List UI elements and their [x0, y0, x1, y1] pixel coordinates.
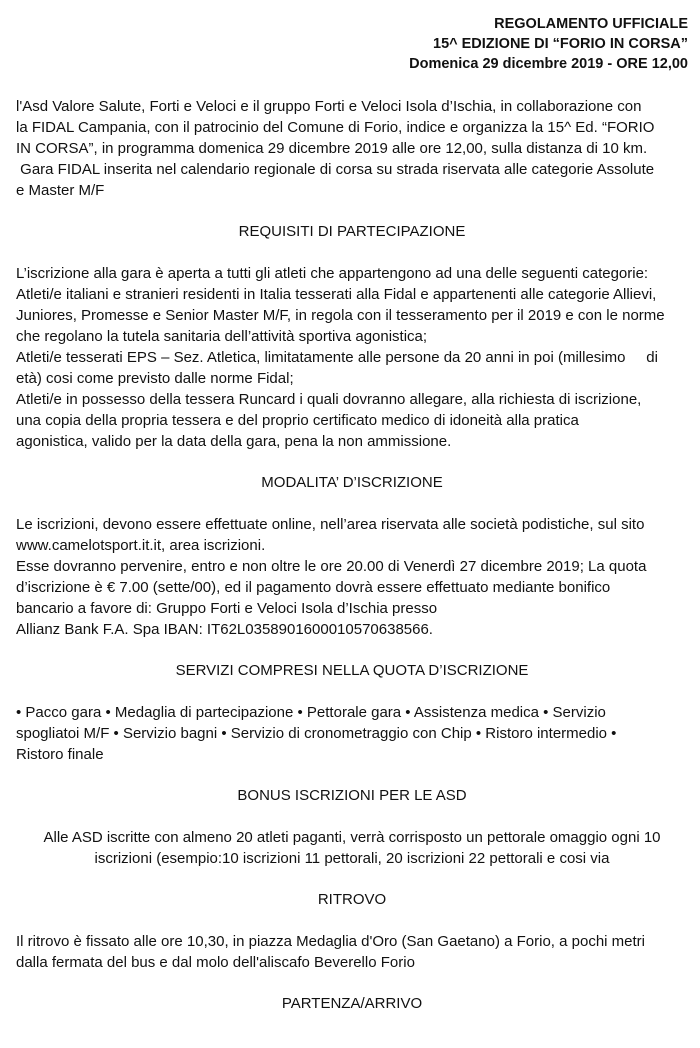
ritrovo-paragraph: [16, 931, 688, 973]
text-line: e Master M/F: [16, 182, 105, 199]
section-title-servizi: SERVIZI COMPRESI NELLA QUOTA D’ISCRIZIONE: [175, 662, 529, 679]
text-line: L’iscrizione alla gara è aperta a tutti gli atleti che appartengono ad una delle seguenti categorie:: [16, 265, 649, 282]
section-title-modalita: MODALITA’ D’ISCRIZIONE: [261, 474, 443, 491]
header-date: Domenica 29 dicembre 2019 - ORE 12,00: [409, 56, 688, 72]
text-line: Ristoro finale: [16, 746, 104, 763]
section-title-ritrovo: RITROVO: [317, 891, 387, 908]
text-line: agonistica, valido per la data della gara, pena la non ammissione.: [16, 433, 452, 450]
text-line: d’iscrizione è € 7.00 (sette/00), ed il pagamento dovrà essere effettuato mediante bonifico: [16, 579, 611, 596]
document-page: [16, 14, 688, 1035]
document-header: [16, 14, 688, 74]
text-line: la FIDAL Campania, con il patrocinio del Comune di Forio, indice e organizza la 15^ Ed. “FORIO: [16, 119, 655, 136]
bonus-paragraph: [16, 827, 688, 869]
text-line: IN CORSA”, in programma domenica 29 dicembre 2019 alle ore 12,00, sulla distanza di 10 km.: [16, 140, 648, 157]
requisiti-paragraph: [16, 263, 688, 452]
text-line: l'Asd Valore Salute, Forti e Veloci e il gruppo Forti e Veloci Isola d’Ischia, in collaborazione con: [16, 98, 642, 115]
text-line: iscrizioni (esempio:10 iscrizioni 11 pettorali, 20 iscrizioni 22 pettorali e cosi via: [94, 850, 610, 867]
text-line: una copia della propria tessera e del proprio certificato medico di idoneità alla pratica: [16, 412, 579, 429]
text-line: Il ritrovo è fissato alle ore 10,30, in piazza Medaglia d'Oro (San Gaetano) a Forio, a pochi metri: [16, 933, 646, 950]
text-line: Gara FIDAL inserita nel calendario regionale di corsa su strada riservata alle categorie Assolute: [16, 161, 655, 178]
text-line: • Pacco gara • Medaglia di partecipazione • Pettorale gara • Assistenza medica • Servizio: [16, 704, 606, 721]
section-title-requisiti: REQUISITI DI PARTECIPAZIONE: [238, 223, 466, 240]
text-line: Alle ASD iscritte con almeno 20 atleti paganti, verrà corrisposto un pettorale omaggio ogni 10: [43, 829, 661, 846]
text-line: Juniores, Promesse e Senior Master M/F, in regola con il tesseramento per il 2019 e con le norme: [16, 307, 665, 324]
text-line: Esse dovranno pervenire, entro e non oltre le ore 20.00 di Venerdì 27 dicembre 2019; La quota: [16, 558, 647, 575]
text-line: Atleti/e tesserati EPS – Sez. Atletica, limitatamente alle persone da 20 anni in poi (millesimo di: [16, 349, 658, 366]
text-line: Le iscrizioni, devono essere effettuate online, nell’area riservata alle società podistiche, sul sito: [16, 516, 645, 533]
modalita-paragraph: [16, 514, 688, 640]
section-title-partenza: PARTENZA/ARRIVO: [281, 995, 423, 1012]
text-line: Atleti/e italiani e stranieri residenti in Italia tesserati alla Fidal e appartenenti alle categorie Allievi,: [16, 286, 657, 303]
section-title-bonus: BONUS ISCRIZIONI PER LE ASD: [237, 787, 467, 804]
text-line: età) cosi come previsto dalle norme Fidal;: [16, 370, 294, 387]
text-line: spogliatoi M/F • Servizio bagni • Servizio di cronometraggio con Chip • Ristoro intermedio •: [16, 725, 617, 742]
text-line: bancario a favore di: Gruppo Forti e Veloci Isola d’Ischia presso: [16, 600, 438, 617]
text-line: che regolano la tutela sanitaria dell’attività sportiva agonistica;: [16, 328, 428, 345]
text-line: Atleti/e in possesso della tessera Runcard i quali dovranno allegare, alla richiesta di iscrizione,: [16, 391, 642, 408]
website-link: www.camelotsport.it.it, area iscrizioni.: [16, 537, 266, 554]
servizi-paragraph: [16, 702, 688, 765]
text-line: dalla fermata del bus e dal molo dell'aliscafo Beverello Forio: [16, 954, 415, 971]
header-edition: 15^ EDIZIONE DI “FORIO IN CORSA”: [433, 36, 688, 52]
intro-paragraph: [16, 96, 688, 201]
header-title: REGOLAMENTO UFFICIALE: [494, 16, 688, 32]
iban-line: Allianz Bank F.A. Spa IBAN: IT62L0358901600010570638566.: [16, 621, 433, 638]
